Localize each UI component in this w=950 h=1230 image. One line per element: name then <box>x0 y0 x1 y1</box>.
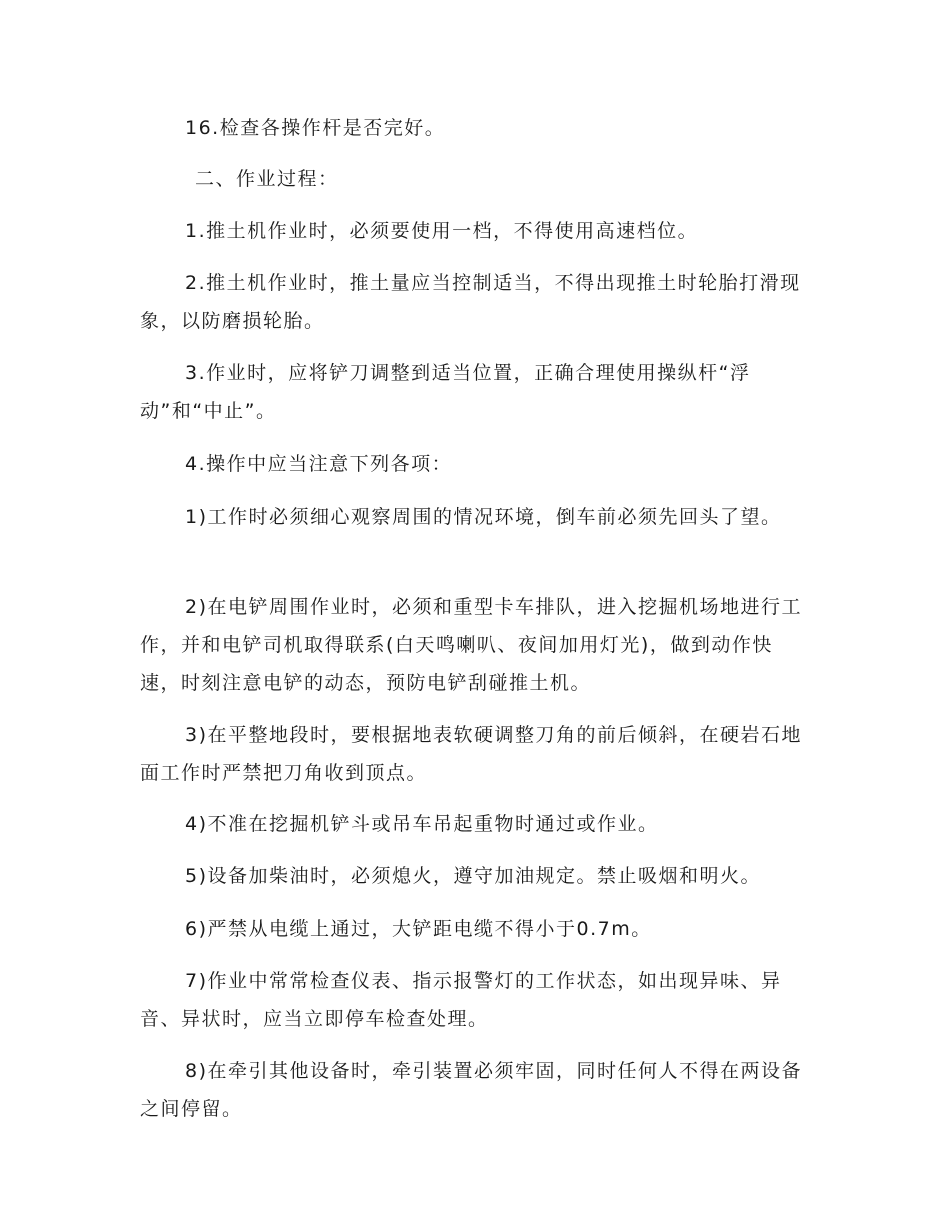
section-heading-work-process: 二、作业过程： <box>195 168 339 190</box>
paragraph-subitem-2: 2)在电铲周围作业时，必须和重型卡车排队，进入挖掘机场地进行工作，并和电铲司机取得联系(白天鸣喇叭、夜间加用灯光)，做到动作快速，时刻注意电铲的动态，预防电铲刮碰推土机。 <box>140 596 803 694</box>
paragraph-item-16: 16.检查各操作杆是否完好。 <box>185 117 446 139</box>
paragraph-subitem-1: 1)工作时必须细心观察周围的情况环境，倒车前必须先回头了望。 <box>185 506 782 528</box>
paragraph-subitem-7: 7)作业中常常检查仪表、指示报警灯的工作状态，如出现异味、异音、异状时，应当立即停车检查处理。 <box>140 970 782 1030</box>
paragraph-subitem-4: 4)不准在挖掘机铲斗或吊车吊起重物时通过或作业。 <box>185 813 659 835</box>
paragraph-item-2: 2.推土机作业时，推土量应当控制适当，不得出现推土时轮胎打滑现象，以防磨损轮胎。 <box>140 272 801 332</box>
paragraph-subitem-8: 8)在牵引其他设备时，牵引装置必须牢固，同时任何人不得在两设备之间停留。 <box>140 1060 803 1120</box>
paragraph-subitem-5: 5)设备加柴油时，必须熄火，遵守加油规定。禁止吸烟和明火。 <box>185 865 762 887</box>
paragraph-item-1: 1.推土机作业时，必须要使用一档，不得使用高速档位。 <box>185 220 699 242</box>
paragraph-item-4: 4.操作中应当注意下列各项： <box>185 453 453 475</box>
paragraph-subitem-6: 6)严禁从电缆上通过，大铲距电缆不得小于0.7m。 <box>185 918 652 940</box>
paragraph-subitem-3: 3)在平整地段时，要根据地表软硬调整刀角的前后倾斜，在硬岩石地面工作时严禁把刀角收到顶点。 <box>140 724 803 784</box>
paragraph-item-3: 3.作业时，应将铲刀调整到适当位置，正确合理使用操纵杆“浮动”和“中止”。 <box>140 362 751 422</box>
